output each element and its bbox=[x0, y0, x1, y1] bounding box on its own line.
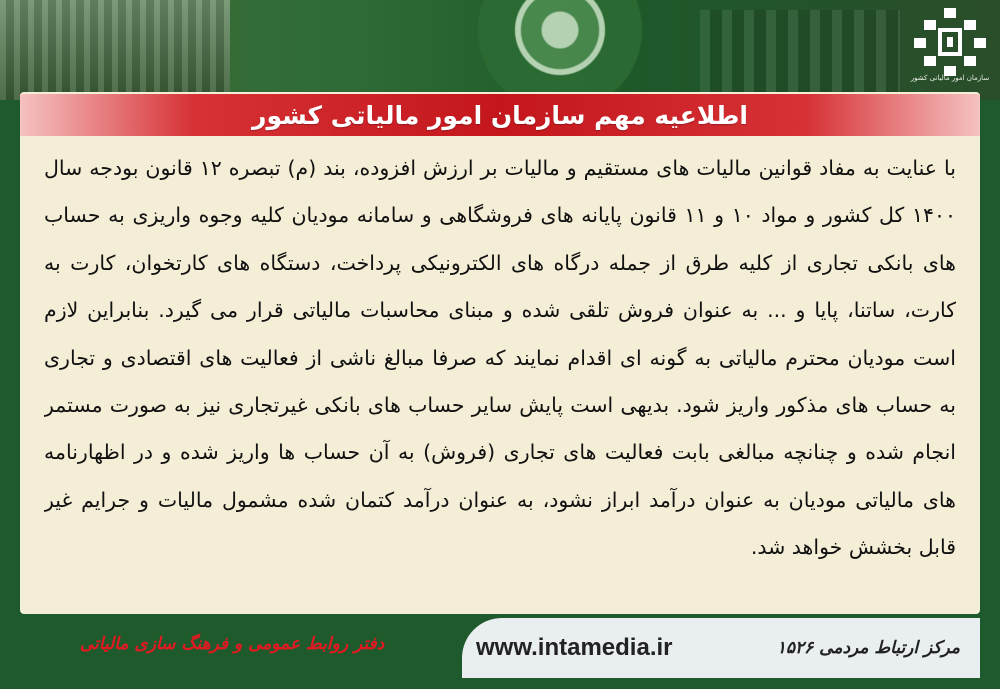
header-banner bbox=[0, 0, 1000, 100]
star-ornament bbox=[430, 0, 690, 100]
footer-office bbox=[22, 618, 442, 670]
website-link[interactable]: www.intamedia.ir bbox=[476, 634, 673, 661]
announcement-title: اطلاعیه مهم سازمان امور مالیاتی کشور bbox=[252, 100, 748, 130]
building-photo-left bbox=[0, 0, 230, 100]
tax-organization-logo bbox=[910, 6, 990, 82]
building-photo-right bbox=[700, 10, 900, 100]
office-label: دفتر روابط عمومی و فرهنگ سازی مالیاتی bbox=[79, 634, 385, 654]
announcement-body: با عنایت به مفاد قوانین مالیات های مستقیم و مالیات بر ارزش افزوده، بند (م) تبصره ۱۲ قانون بودجه سال ۱۴۰۰ کل کشور و مواد ۱۰ و ۱۱ قانون پایانه های فروشگاهی و سامانه مودیان کلیه وجوه واریزی به حساب های بانکی تجاری از کلیه طرق از جمله درگاه های الکترونیکی پرداخت، دستگاه های کارتخوان، کارت به کارت، ساتنا، پایا و ... به عنوان فروش تلقی شده و مبنای محاسبات مالیاتی قرار می گیرد. بنابراین لازم است مودیان محترم مالیاتی به گونه ای اقدام نمایند که صرفا مبالغ ناشی از فعالیت های اقتصادی و تجاری به حساب های مذکور واریز شود. بدیهی است پایش سایر حساب های بانکی غیرتجاری نیز به صورت مستمر انجام شده و چنانچه مبالغی بابت فعالیت های تجاری (فروش) به آن حساب ها واریز شده و در اظهارنامه های مالیاتی مودیان به عنوان درآمد ابراز نشود، به عنوان درآمد کتمان شده مشمول مالیات و جرایم غیر قابل بخشش خواهد شد. bbox=[44, 156, 956, 560]
footer-contact-bar bbox=[462, 618, 980, 678]
logo-caption: سازمان امور مالیاتی کشور bbox=[910, 74, 990, 82]
contact-center-label: مرکز ارتباط مردمی ۱۵۲۶ bbox=[776, 638, 960, 658]
title-bar bbox=[20, 94, 980, 136]
